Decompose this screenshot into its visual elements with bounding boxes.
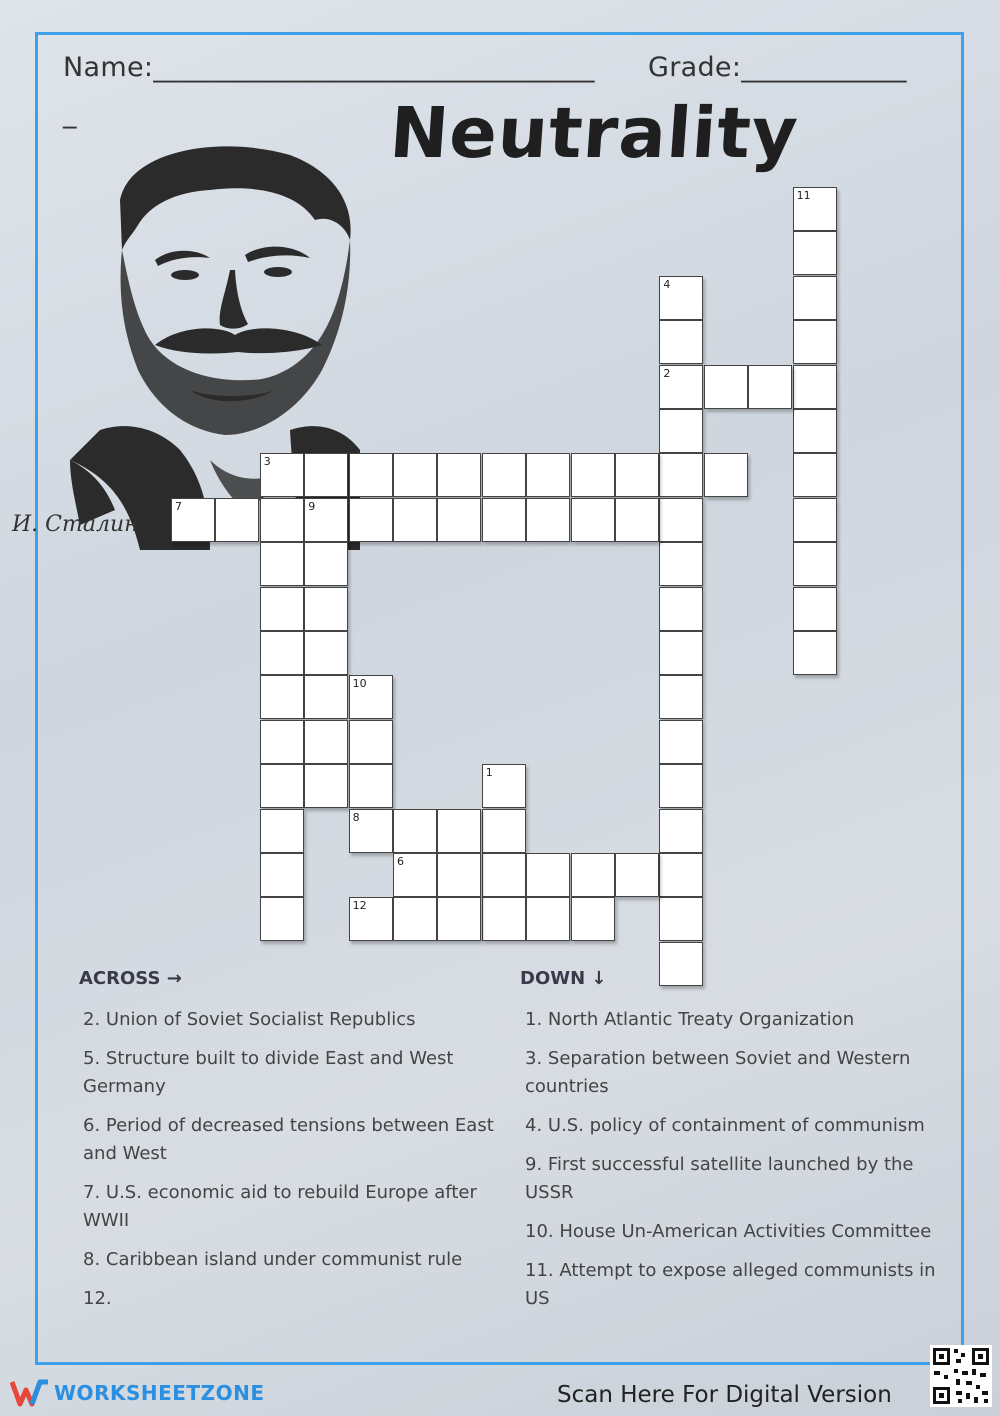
crossword-cell[interactable] xyxy=(659,853,703,897)
crossword-cell[interactable] xyxy=(793,498,837,542)
crossword-cell[interactable] xyxy=(482,453,526,497)
crossword-cell[interactable] xyxy=(659,720,703,764)
crossword-cell[interactable] xyxy=(393,853,437,897)
crossword-cell[interactable] xyxy=(437,897,481,941)
crossword-cell[interactable] xyxy=(304,542,348,586)
crossword-cell[interactable] xyxy=(793,631,837,675)
crossword-cell[interactable] xyxy=(526,453,570,497)
crossword-cell[interactable] xyxy=(659,453,703,497)
cell-number: 11 xyxy=(796,189,811,202)
crossword-cell[interactable] xyxy=(793,542,837,586)
crossword-cell[interactable] xyxy=(304,498,348,542)
crossword-cell[interactable] xyxy=(482,498,526,542)
crossword-cell[interactable] xyxy=(349,720,393,764)
clue-down-11: 11. Attempt to expose alleged communists in US xyxy=(525,1260,936,1309)
cell-number: 2 xyxy=(663,366,671,380)
name-grade-line xyxy=(63,52,943,83)
cell-number: 4 xyxy=(663,277,671,291)
crossword-cell[interactable] xyxy=(349,453,393,497)
crossword-cell[interactable] xyxy=(304,453,348,497)
clue-down-4: 4. U.S. policy of containment of communism xyxy=(525,1115,925,1136)
clue-across-7: 7. U.S. economic aid to rebuild Europe after WWII xyxy=(83,1182,477,1231)
crossword-cell[interactable] xyxy=(260,631,304,675)
crossword-cell[interactable] xyxy=(793,231,837,275)
crossword-cell[interactable] xyxy=(260,853,304,897)
worksheetzone-logo[interactable] xyxy=(10,1378,264,1408)
crossword-cell[interactable] xyxy=(793,453,837,497)
crossword-cell[interactable] xyxy=(304,720,348,764)
grade-field[interactable]: Grade:____________ xyxy=(648,52,907,83)
crossword-cell[interactable] xyxy=(526,897,570,941)
crossword-cell[interactable] xyxy=(349,809,393,853)
cell-number: 12 xyxy=(352,899,367,913)
crossword-cell[interactable] xyxy=(704,365,748,409)
crossword-cell[interactable] xyxy=(748,365,792,409)
crossword-cell[interactable] xyxy=(793,365,837,409)
crossword-cell[interactable] xyxy=(260,498,304,542)
crossword-cell[interactable] xyxy=(571,853,615,897)
clue-across-12: 12. xyxy=(83,1288,112,1309)
across-clues xyxy=(83,1006,503,1324)
crossword-cell[interactable] xyxy=(659,542,703,586)
crossword-cell[interactable] xyxy=(793,320,837,364)
clue-down-1: 1. North Atlantic Treaty Organization xyxy=(525,1009,855,1030)
crossword-cell[interactable] xyxy=(437,453,481,497)
cell-number: 10 xyxy=(352,677,367,691)
cell-number: 7 xyxy=(175,499,182,513)
crossword-cell[interactable] xyxy=(793,587,837,631)
crossword-cell[interactable] xyxy=(659,587,703,631)
signature: И. Сталин xyxy=(12,512,139,537)
crossword-cell[interactable] xyxy=(171,498,215,542)
crossword-cell[interactable] xyxy=(260,809,304,853)
crossword-cell[interactable] xyxy=(704,453,748,497)
crossword-cell[interactable] xyxy=(437,498,481,542)
crossword-cell[interactable] xyxy=(793,409,837,453)
across-heading: ACROSS → xyxy=(79,968,182,989)
cell-number: 9 xyxy=(308,499,316,513)
crossword-cell[interactable] xyxy=(393,897,437,941)
crossword-cell[interactable] xyxy=(215,498,259,542)
crossword-cell[interactable] xyxy=(260,453,304,497)
cell-number: 8 xyxy=(352,810,360,824)
crossword-cell[interactable] xyxy=(393,453,437,497)
crossword-cell[interactable] xyxy=(260,764,304,808)
crossword-cell[interactable] xyxy=(659,498,703,542)
down-heading: DOWN ↓ xyxy=(520,968,607,989)
crossword-cell[interactable] xyxy=(482,764,526,808)
crossword-cell[interactable] xyxy=(304,587,348,631)
crossword-cell[interactable] xyxy=(659,897,703,941)
cell-number: 1 xyxy=(485,766,493,780)
crossword-cell[interactable] xyxy=(482,897,526,941)
clue-down-10: 10. House Un-American Activities Committee xyxy=(525,1221,932,1242)
crossword-cell[interactable] xyxy=(260,675,304,719)
crossword-cell[interactable] xyxy=(659,675,703,719)
clue-across-8: 8. Caribbean island under communist rule xyxy=(83,1249,463,1270)
crossword-cell[interactable] xyxy=(437,853,481,897)
crossword-cell[interactable] xyxy=(393,498,437,542)
crossword-cell[interactable] xyxy=(659,631,703,675)
name-field-continuation: _ xyxy=(63,98,77,129)
crossword-cell[interactable] xyxy=(260,587,304,631)
page-title: Neutrality xyxy=(387,92,802,174)
crossword-cell[interactable] xyxy=(304,675,348,719)
crossword-cell[interactable] xyxy=(659,809,703,853)
crossword-cell[interactable] xyxy=(793,276,837,320)
crossword-cell[interactable] xyxy=(659,276,703,320)
crossword-cell[interactable] xyxy=(659,942,703,986)
crossword-cell[interactable] xyxy=(615,453,659,497)
crossword-cell[interactable] xyxy=(659,764,703,808)
brand-name: WORKSHEETZONE xyxy=(54,1381,265,1405)
crossword-cell[interactable] xyxy=(304,631,348,675)
crossword-cell[interactable] xyxy=(659,409,703,453)
cell-number: 6 xyxy=(397,855,404,868)
clue-across-6: 6. Period of decreased tensions between East and West xyxy=(83,1115,494,1164)
cell-number: 3 xyxy=(263,455,271,469)
crossword-cell[interactable] xyxy=(349,498,393,542)
crossword-cell[interactable] xyxy=(393,809,437,853)
crossword-cell[interactable] xyxy=(615,853,659,897)
crossword-cell[interactable] xyxy=(260,542,304,586)
crossword-cell[interactable] xyxy=(526,853,570,897)
name-field[interactable]: Name:________________________________ xyxy=(63,52,595,83)
crossword-cell[interactable] xyxy=(571,498,615,542)
logo-w-icon xyxy=(10,1378,50,1408)
crossword-cell[interactable] xyxy=(260,720,304,764)
crossword-cell[interactable] xyxy=(659,320,703,364)
crossword-cell[interactable] xyxy=(482,809,526,853)
crossword-cell[interactable] xyxy=(349,675,393,719)
clue-across-2: 2. Union of Soviet Socialist Republics xyxy=(83,1009,416,1030)
down-clues xyxy=(525,1006,945,1324)
scan-text: Scan Here For Digital Version xyxy=(557,1382,892,1408)
qr-code-icon[interactable] xyxy=(930,1345,992,1407)
crossword-cell[interactable] xyxy=(793,187,837,231)
clue-down-9: 9. First successful satellite launched by the USSR xyxy=(525,1154,914,1203)
crossword-cell[interactable] xyxy=(571,453,615,497)
crossword-cell[interactable] xyxy=(437,809,481,853)
crossword-cell[interactable] xyxy=(571,897,615,941)
crossword-cell[interactable] xyxy=(659,365,703,409)
crossword-cell[interactable] xyxy=(304,764,348,808)
clue-down-3: 3. Separation between Soviet and Western countries xyxy=(525,1048,911,1097)
crossword-cell[interactable] xyxy=(349,897,393,941)
crossword-cell[interactable] xyxy=(615,498,659,542)
clue-across-5: 5. Structure built to divide East and West Germany xyxy=(83,1048,454,1097)
crossword-cell[interactable] xyxy=(349,764,393,808)
crossword-cell[interactable] xyxy=(482,853,526,897)
crossword-cell[interactable] xyxy=(260,897,304,941)
crossword-cell[interactable] xyxy=(526,498,570,542)
